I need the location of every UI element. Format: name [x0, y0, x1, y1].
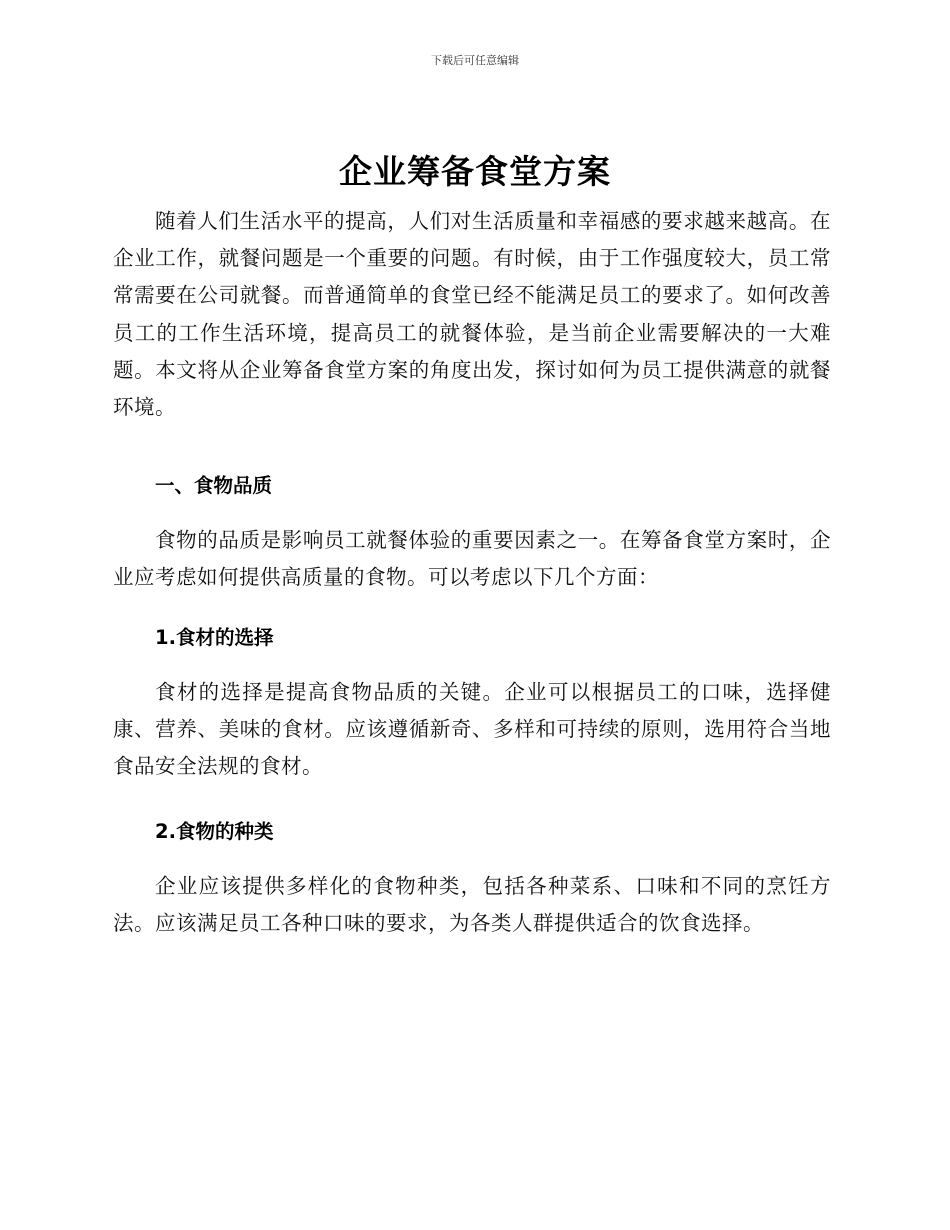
- subsection-2-paragraph: 企业应该提供多样化的食物种类，包括各种菜系、口味和不同的烹饪方法。应该满足员工各种口味的要求，为各类人群提供适合的饮食选择。: [113, 874, 831, 936]
- subsection-1-paragraph: 食材的选择是提高食物品质的关键。企业可以根据员工的口味，选择健康、营养、美味的食材。应该遵循新奇、多样和可持续的原则，选用符合当地食品安全法规的食材。: [113, 680, 831, 779]
- subsection-1-heading: 1.食材的选择: [155, 626, 274, 649]
- page-header: 下载后可任意编辑: [431, 54, 519, 67]
- subsection-2-heading: 2.食物的种类: [155, 820, 274, 843]
- section-1-paragraph: 食物的品质是影响员工就餐体验的重要因素之一。在筹备食堂方案时，企业应考虑如何提供高质量的食物。可以考虑以下几个方面：: [113, 528, 831, 590]
- section-1-heading: 一、食物品质: [155, 474, 273, 497]
- intro-paragraph: 随着人们生活水平的提高，人们对生活质量和幸福感的要求越来越高。在企业工作，就餐问题是一个重要的问题。有时候，由于工作强度较大，员工常常需要在公司就餐。而普通简单的食堂已经不能满足员工的要求了。如何改善员工的工作生活环境，提高员工的就餐体验，是当前企业需要解决的一大难题。本文将从企业筹备食堂方案的角度出发，探讨如何为员工提供满意的就餐环境。: [113, 209, 831, 420]
- document-title: 企业筹备食堂方案: [339, 152, 611, 191]
